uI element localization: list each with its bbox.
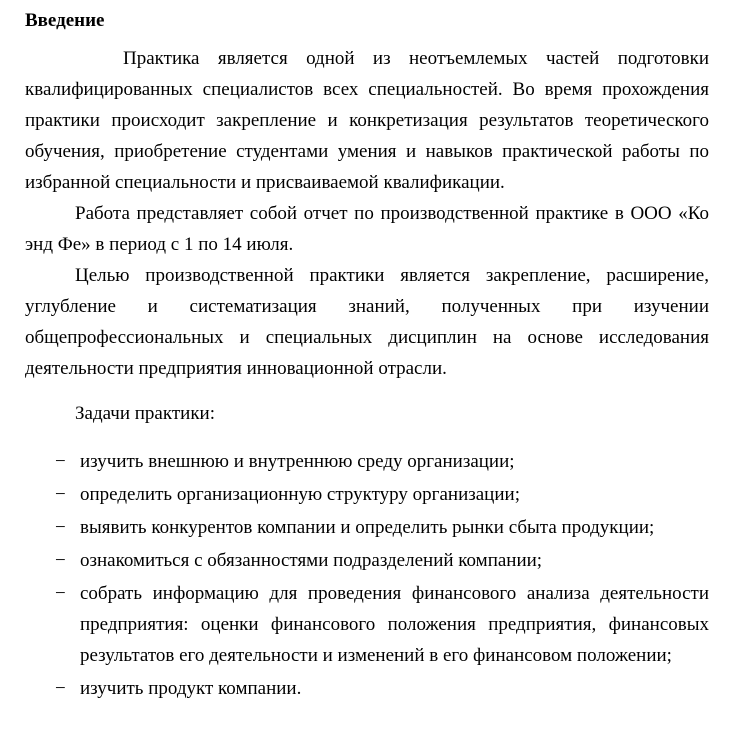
dash-marker: − xyxy=(55,451,66,472)
list-item xyxy=(25,446,709,477)
task-list xyxy=(25,446,709,704)
list-item-text: изучить внешнюю и внутреннюю среду организации; xyxy=(80,451,515,472)
tasks-heading: Задачи практики: xyxy=(75,403,215,424)
paragraph-report: Работа представляет собой отчет по производственной практике в ООО «Ко энд Фе» в период с 1 по 14 июля. xyxy=(25,203,709,255)
list-item xyxy=(25,512,709,543)
list-item-text: выявить конкурентов компании и определить рынки сбыта продукции; xyxy=(80,517,655,538)
dash-marker: − xyxy=(55,484,66,505)
list-item-text: определить организационную структуру организации; xyxy=(80,484,520,505)
list-item xyxy=(25,545,709,576)
dash-marker: − xyxy=(55,678,66,699)
paragraph-intro: Практика является одной из неотъемлемых частей подготовки квалифицированных специалистов всех специальностей. Во время прохождения практики происходит закрепление и конкретизация результатов теоретического обучения, приобретение студентами умения и навыков практической работы по избранной специальности и присваиваемой квалификации. xyxy=(25,48,709,193)
dash-marker: − xyxy=(55,517,66,538)
list-item xyxy=(25,673,709,704)
section-title: Введение xyxy=(25,10,105,31)
dash-marker: − xyxy=(55,583,66,604)
paragraph-goal: Целью производственной практики является закрепление, расширение, углубление и систематизация знаний, полученных при изучении общепрофессиональных и специальных дисциплин на основе исследования деятельности предприятия инновационной отрасли. xyxy=(25,265,709,379)
dash-marker: − xyxy=(55,550,66,571)
list-item xyxy=(25,479,709,510)
list-item xyxy=(25,578,709,671)
list-item-text: собрать информацию для проведения финансового анализа деятельности предприятия: оценки финансового положения предприятия, финансовых результатов его деятельности и изменений в его финансовом положении; xyxy=(80,583,709,666)
list-item-text: ознакомиться с обязанностями подразделений компании; xyxy=(80,550,543,571)
list-item-text: изучить продукт компании. xyxy=(80,678,302,699)
